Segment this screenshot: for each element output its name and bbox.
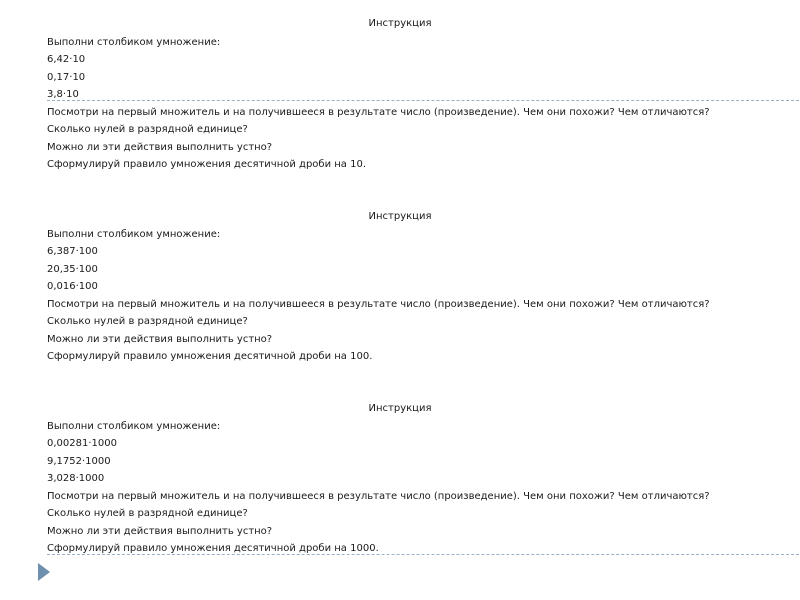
section-intro: Выполни столбиком умножение: [47,229,221,240]
question-compare: Посмотри на первый множитель и на получившееся в результате число (произведение). Чем они похожи? Чем отличаются? [47,299,710,310]
problem-1: 6,42·10 [47,54,86,65]
problem-3: 3,028·1000 [47,473,105,484]
problem-2: 0,17·10 [47,72,86,83]
problem-2: 20,35·100 [47,264,98,275]
rule-prompt: Сформулируй правило умножения десятичной дроби на 10. [47,159,367,170]
question-mental: Можно ли эти действия выполнить устно? [47,334,273,345]
question-zeros: Сколько нулей в разрядной единице? [47,508,248,519]
problem-3: 3,8·10 [47,89,79,100]
section-intro: Выполни столбиком умножение: [47,37,221,48]
problem-1: 0,00281·1000 [47,438,117,449]
section-title: Инструкция [368,18,432,29]
rule-prompt: Сформулируй правило умножения десятичной дроби на 1000. [47,543,379,554]
section-title: Инструкция [368,403,432,414]
section-title: Инструкция [368,211,432,222]
play-arrow-icon[interactable] [38,563,50,581]
dashed-divider [47,100,800,101]
question-compare: Посмотри на первый множитель и на получившееся в результате число (произведение). Чем они похожи? Чем отличаются? [47,491,710,502]
question-zeros: Сколько нулей в разрядной единице? [47,316,248,327]
question-zeros: Сколько нулей в разрядной единице? [47,124,248,135]
problem-1: 6,387·100 [47,246,98,257]
rule-prompt: Сформулируй правило умножения десятичной дроби на 100. [47,351,373,362]
question-mental: Можно ли эти действия выполнить устно? [47,142,273,153]
dashed-divider [47,554,800,555]
question-mental: Можно ли эти действия выполнить устно? [47,526,273,537]
problem-3: 0,016·100 [47,281,98,292]
problem-2: 9,1752·1000 [47,456,111,467]
question-compare: Посмотри на первый множитель и на получившееся в результате число (произведение). Чем они похожи? Чем отличаются? [47,107,710,118]
section-intro: Выполни столбиком умножение: [47,421,221,432]
